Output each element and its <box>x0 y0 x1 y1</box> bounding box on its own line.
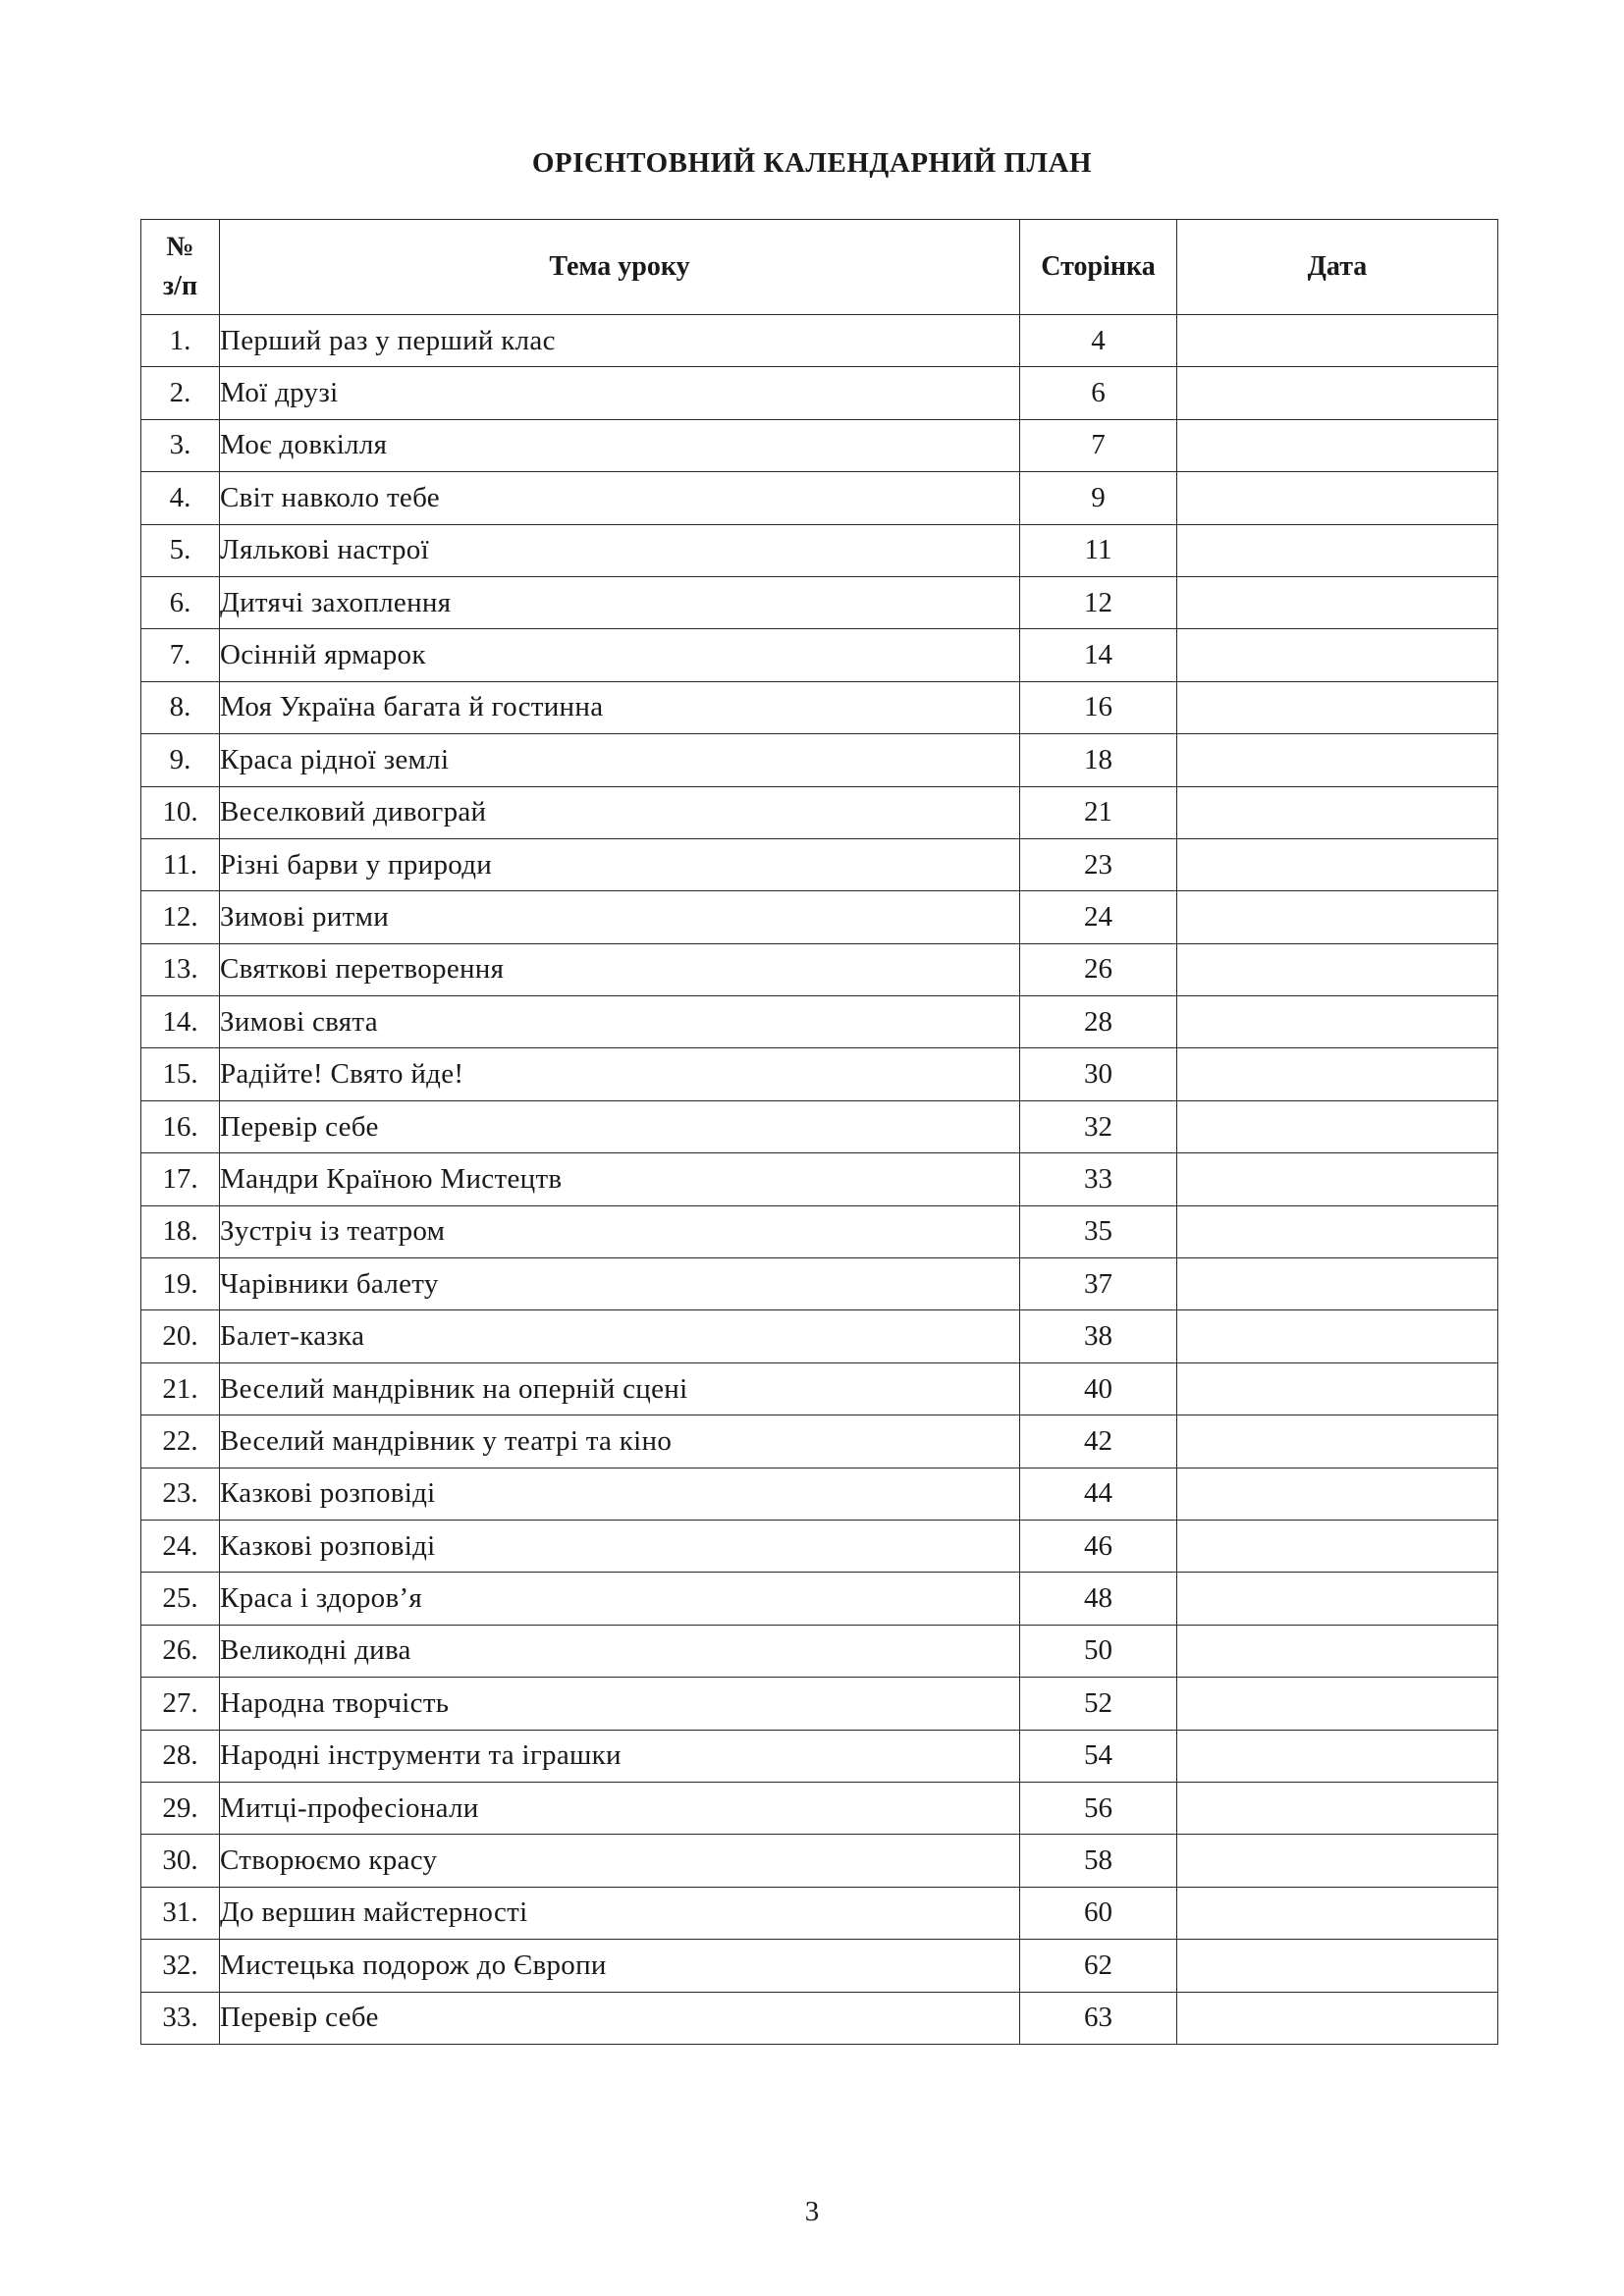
header-number-abbr: з/п <box>162 271 198 301</box>
row-page: 33 <box>1020 1153 1177 1205</box>
row-page: 54 <box>1020 1730 1177 1782</box>
table-row <box>141 315 1498 367</box>
table-row <box>141 1153 1498 1205</box>
row-topic: Чарівники балету <box>220 1258 1020 1310</box>
row-number: 21. <box>141 1362 220 1415</box>
row-topic: Моя Україна багата й гостинна <box>220 681 1020 733</box>
row-number: 6. <box>141 576 220 628</box>
row-date <box>1177 1782 1498 1834</box>
calendar-plan-table <box>140 219 1498 2045</box>
row-page: 40 <box>1020 1362 1177 1415</box>
row-number: 22. <box>141 1415 220 1468</box>
row-number: 14. <box>141 996 220 1048</box>
row-topic: Великодні дива <box>220 1625 1020 1677</box>
table-row <box>141 1573 1498 1625</box>
row-page: 52 <box>1020 1678 1177 1730</box>
row-number: 19. <box>141 1258 220 1310</box>
table-row <box>141 1730 1498 1782</box>
row-topic: Мистецька подорож до Європи <box>220 1940 1020 1992</box>
row-page: 58 <box>1020 1835 1177 1887</box>
table-row <box>141 996 1498 1048</box>
row-page: 14 <box>1020 629 1177 681</box>
header-number-symbol: № <box>166 232 194 262</box>
table-row <box>141 1258 1498 1310</box>
table-header-row <box>141 220 1498 315</box>
table-row <box>141 1625 1498 1677</box>
row-date <box>1177 1730 1498 1782</box>
table-row <box>141 1100 1498 1152</box>
row-page: 26 <box>1020 943 1177 995</box>
row-number: 13. <box>141 943 220 995</box>
row-page: 24 <box>1020 891 1177 943</box>
row-date <box>1177 472 1498 524</box>
table-body <box>141 315 1498 2045</box>
row-topic: Казкові розповіді <box>220 1468 1020 1520</box>
row-number: 9. <box>141 734 220 786</box>
table-row <box>141 891 1498 943</box>
row-date <box>1177 1835 1498 1887</box>
row-topic: Осінній ярмарок <box>220 629 1020 681</box>
row-number: 33. <box>141 1992 220 2044</box>
table-row <box>141 629 1498 681</box>
row-date <box>1177 1992 1498 2044</box>
table-row <box>141 524 1498 576</box>
row-date <box>1177 891 1498 943</box>
row-date <box>1177 1048 1498 1100</box>
table-row <box>141 838 1498 890</box>
row-date <box>1177 943 1498 995</box>
row-topic: Перший раз у перший клас <box>220 315 1020 367</box>
table-row <box>141 786 1498 838</box>
row-date <box>1177 838 1498 890</box>
row-date <box>1177 367 1498 419</box>
row-page: 21 <box>1020 786 1177 838</box>
row-number: 31. <box>141 1887 220 1939</box>
row-page: 23 <box>1020 838 1177 890</box>
row-date <box>1177 1310 1498 1362</box>
row-date <box>1177 1520 1498 1572</box>
row-number: 28. <box>141 1730 220 1782</box>
row-date <box>1177 315 1498 367</box>
row-page: 38 <box>1020 1310 1177 1362</box>
row-page: 16 <box>1020 681 1177 733</box>
row-number: 2. <box>141 367 220 419</box>
row-topic: Краса і здоров’я <box>220 1573 1020 1625</box>
row-number: 5. <box>141 524 220 576</box>
row-date <box>1177 1205 1498 1257</box>
row-date <box>1177 1468 1498 1520</box>
table-row <box>141 1887 1498 1939</box>
table-row <box>141 943 1498 995</box>
row-topic: Різні барви у природи <box>220 838 1020 890</box>
row-date <box>1177 996 1498 1048</box>
table-row <box>141 1362 1498 1415</box>
row-number: 32. <box>141 1940 220 1992</box>
row-number: 24. <box>141 1520 220 1572</box>
row-date <box>1177 1100 1498 1152</box>
row-number: 11. <box>141 838 220 890</box>
row-topic: Дитячі захоплення <box>220 576 1020 628</box>
table-row <box>141 1520 1498 1572</box>
row-page: 32 <box>1020 1100 1177 1152</box>
header-topic: Тема уроку <box>220 220 1020 315</box>
row-page: 37 <box>1020 1258 1177 1310</box>
page-title: ОРІЄНТОВНИЙ КАЛЕНДАРНИЙ ПЛАН <box>531 147 1093 179</box>
row-topic: Лялькові настрої <box>220 524 1020 576</box>
row-page: 7 <box>1020 419 1177 471</box>
row-topic: До вершин майстерності <box>220 1887 1020 1939</box>
row-page: 62 <box>1020 1940 1177 1992</box>
row-number: 16. <box>141 1100 220 1152</box>
row-date <box>1177 419 1498 471</box>
table-row <box>141 1310 1498 1362</box>
row-number: 3. <box>141 419 220 471</box>
row-topic: Краса рідної землі <box>220 734 1020 786</box>
row-number: 7. <box>141 629 220 681</box>
table-row <box>141 681 1498 733</box>
row-topic: Митці-професіонали <box>220 1782 1020 1834</box>
row-number: 17. <box>141 1153 220 1205</box>
row-topic: Перевір себе <box>220 1992 1020 2044</box>
row-date <box>1177 1678 1498 1730</box>
row-topic: Мандри Країною Мистецтв <box>220 1153 1020 1205</box>
table-row <box>141 1048 1498 1100</box>
table-row <box>141 1205 1498 1257</box>
row-topic: Веселий мандрівник на оперній сцені <box>220 1362 1020 1415</box>
row-date <box>1177 1625 1498 1677</box>
row-topic: Веселковий дивограй <box>220 786 1020 838</box>
row-number: 27. <box>141 1678 220 1730</box>
row-date <box>1177 1415 1498 1468</box>
row-topic: Балет-казка <box>220 1310 1020 1362</box>
table-row <box>141 1415 1498 1468</box>
row-topic: Мої друзі <box>220 367 1020 419</box>
table-row <box>141 1940 1498 1992</box>
row-page: 28 <box>1020 996 1177 1048</box>
row-date <box>1177 1573 1498 1625</box>
row-page: 50 <box>1020 1625 1177 1677</box>
header-number <box>141 220 220 315</box>
row-date <box>1177 1153 1498 1205</box>
row-topic: Зимові ритми <box>220 891 1020 943</box>
row-date <box>1177 1258 1498 1310</box>
row-number: 30. <box>141 1835 220 1887</box>
row-page: 46 <box>1020 1520 1177 1572</box>
row-number: 18. <box>141 1205 220 1257</box>
row-number: 23. <box>141 1468 220 1520</box>
row-topic: Казкові розповіді <box>220 1520 1020 1572</box>
row-page: 44 <box>1020 1468 1177 1520</box>
row-topic: Створюємо красу <box>220 1835 1020 1887</box>
row-page: 56 <box>1020 1782 1177 1834</box>
row-page: 11 <box>1020 524 1177 576</box>
row-date <box>1177 1940 1498 1992</box>
page-number: 3 <box>804 2196 820 2227</box>
table-row <box>141 576 1498 628</box>
row-number: 25. <box>141 1573 220 1625</box>
row-date <box>1177 1362 1498 1415</box>
row-number: 20. <box>141 1310 220 1362</box>
row-date <box>1177 524 1498 576</box>
row-topic: Веселий мандрівник у театрі та кіно <box>220 1415 1020 1468</box>
row-topic: Перевір себе <box>220 1100 1020 1152</box>
row-page: 35 <box>1020 1205 1177 1257</box>
row-page: 9 <box>1020 472 1177 524</box>
row-number: 1. <box>141 315 220 367</box>
row-date <box>1177 681 1498 733</box>
row-topic: Народна творчість <box>220 1678 1020 1730</box>
table-row <box>141 419 1498 471</box>
row-page: 12 <box>1020 576 1177 628</box>
row-date <box>1177 1887 1498 1939</box>
table-row <box>141 1992 1498 2044</box>
row-topic: Радійте! Свято йде! <box>220 1048 1020 1100</box>
row-number: 15. <box>141 1048 220 1100</box>
table-row <box>141 1678 1498 1730</box>
row-page: 48 <box>1020 1573 1177 1625</box>
table-row <box>141 367 1498 419</box>
table-row <box>141 1835 1498 1887</box>
row-date <box>1177 576 1498 628</box>
table-row <box>141 734 1498 786</box>
row-date <box>1177 629 1498 681</box>
row-date <box>1177 786 1498 838</box>
table-row <box>141 472 1498 524</box>
row-topic: Моє довкілля <box>220 419 1020 471</box>
row-number: 29. <box>141 1782 220 1834</box>
header-page: Сторінка <box>1020 220 1177 315</box>
row-page: 60 <box>1020 1887 1177 1939</box>
row-topic: Зустріч із театром <box>220 1205 1020 1257</box>
row-page: 63 <box>1020 1992 1177 2044</box>
row-page: 4 <box>1020 315 1177 367</box>
row-number: 12. <box>141 891 220 943</box>
row-number: 4. <box>141 472 220 524</box>
row-number: 8. <box>141 681 220 733</box>
row-topic: Народні інструменти та іграшки <box>220 1730 1020 1782</box>
row-topic: Святкові перетворення <box>220 943 1020 995</box>
table-row <box>141 1782 1498 1834</box>
table-row <box>141 1468 1498 1520</box>
row-topic: Зимові свята <box>220 996 1020 1048</box>
row-page: 42 <box>1020 1415 1177 1468</box>
row-date <box>1177 734 1498 786</box>
row-number: 26. <box>141 1625 220 1677</box>
row-topic: Світ навколо тебе <box>220 472 1020 524</box>
row-number: 10. <box>141 786 220 838</box>
row-page: 18 <box>1020 734 1177 786</box>
row-page: 6 <box>1020 367 1177 419</box>
row-page: 30 <box>1020 1048 1177 1100</box>
header-date: Дата <box>1177 220 1498 315</box>
